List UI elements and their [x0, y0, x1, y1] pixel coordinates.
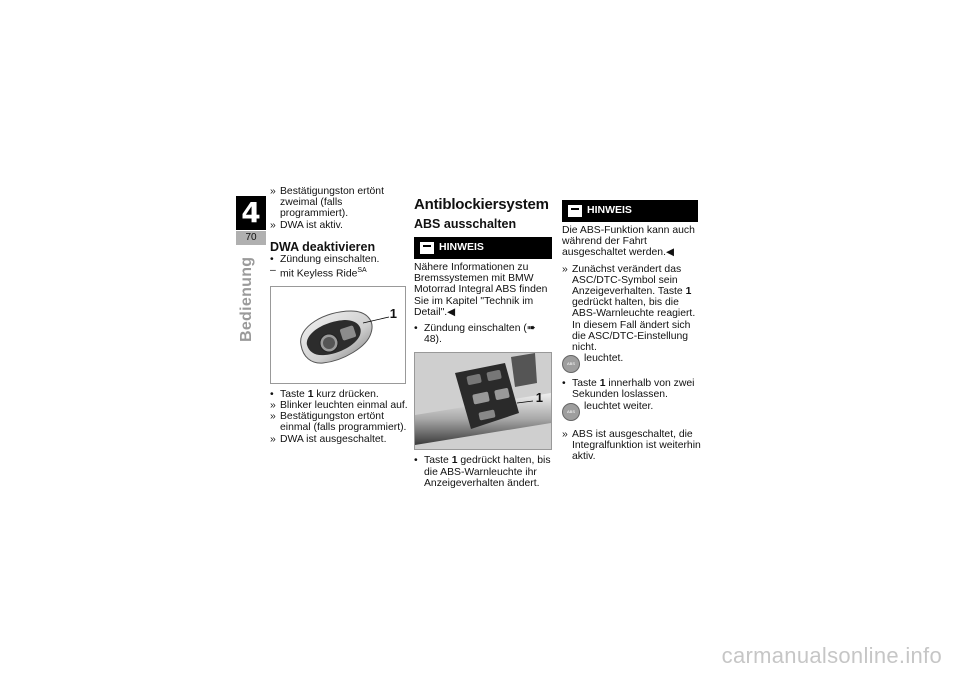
lamp-status-text: leuchtet.	[584, 353, 624, 365]
abs-lamp-text: ABS	[566, 361, 575, 367]
list-text: Bestätigungston ertönt zweimal (falls programmiert).	[280, 186, 384, 220]
lamp-status-text: leuchtet weiter.	[584, 400, 654, 412]
list-item	[270, 400, 410, 411]
step-prefix: Taste	[572, 378, 597, 390]
abs-warning-lamp-icon	[562, 403, 580, 421]
list-item	[270, 220, 410, 231]
list-text: ABS ist ausgeschaltet, die Integralfunktion ist weiterhin aktiv.	[572, 428, 701, 463]
list-text: Blinker leuchten einmal auf.	[280, 399, 408, 411]
list-marker: »	[270, 399, 276, 411]
handlebar-switch-image	[414, 352, 552, 450]
list-item	[414, 323, 554, 345]
column-2	[414, 196, 554, 489]
key-reference: 1	[451, 455, 458, 467]
list-marker: »	[270, 433, 276, 445]
note-text: Nähere Informationen zu Bremssystemen mit BMW Motorrad Integral ABS finden Sie im Kapitel "Technik im Detail".◀	[414, 262, 548, 318]
list-marker: •	[414, 455, 418, 467]
list-marker: •	[270, 388, 274, 400]
step-prefix: Taste	[424, 455, 449, 467]
handlebar-illustration	[415, 353, 551, 449]
chapter-number: 4	[236, 196, 266, 230]
list-marker: »	[270, 219, 276, 231]
list-item	[562, 378, 702, 400]
list-item	[562, 429, 702, 463]
keyless-remote-image	[270, 286, 406, 384]
list-marker: »	[270, 411, 276, 423]
note-text: Die ABS-Funktion kann auch während der Fahrt ausgeschaltet werden.◀	[562, 225, 695, 259]
section-heading: ABS ausschalten	[414, 217, 517, 231]
hinweis-banner	[414, 237, 552, 259]
section-title: Antiblockiersystem	[414, 196, 549, 213]
list-item	[270, 389, 410, 400]
image-callout: 1	[535, 390, 543, 406]
note-hand-icon	[420, 242, 434, 254]
list-text: mit Keyless Ride	[280, 268, 358, 280]
abs-warning-lamp-icon	[562, 355, 580, 373]
result-prefix: Zunächst verändert das ASC/DTC-Symbol sein Anzeigeverhalten. Taste	[572, 263, 683, 298]
step-suffix: innerhalb von zwei Sekunden loslassen.	[572, 378, 695, 401]
list-item	[414, 455, 554, 489]
step-prefix: Taste	[280, 388, 305, 400]
image-callout: 1	[389, 305, 397, 321]
list-marker: »	[270, 186, 276, 197]
list-text: DWA ist aktiv.	[280, 219, 343, 231]
step-suffix: kurz drücken.	[316, 388, 379, 400]
hinweis-label: HINWEIS	[587, 204, 632, 217]
list-item	[562, 264, 702, 354]
side-label-text: Bedienung	[238, 256, 255, 342]
list-marker: •	[562, 378, 566, 390]
column-1	[270, 186, 410, 445]
section-heading: DWA deaktivieren	[270, 239, 376, 254]
list-item	[270, 411, 410, 433]
column-3	[562, 200, 702, 462]
key-fob-illustration	[271, 287, 405, 383]
list-item	[270, 265, 410, 280]
list-marker: •	[270, 253, 274, 265]
hinweis-banner	[562, 200, 698, 222]
list-item	[270, 254, 410, 265]
watermark: carmanualsonline.info	[721, 643, 942, 668]
note-hand-icon	[568, 205, 582, 217]
list-text: DWA ist ausgeschaltet.	[280, 433, 387, 445]
key-reference: 1	[685, 286, 692, 298]
list-text: Zündung einschalten.	[280, 253, 380, 265]
list-text: Bestätigungston ertönt einmal (falls programmiert).	[280, 411, 407, 434]
list-item	[270, 434, 410, 445]
key-reference: 1	[307, 388, 314, 400]
list-text: Zündung einschalten (➠ 48).	[424, 323, 536, 346]
abs-lamp-text: ABS	[566, 408, 575, 414]
result-suffix: gedrückt halten, bis die ABS-Warnleuchte reagiert. In diesem Fall ändert sich die ASC/DTC-Einstellung nicht.	[572, 297, 696, 354]
list-marker: »	[562, 263, 568, 275]
key-reference: 1	[599, 378, 606, 390]
hinweis-label: HINWEIS	[439, 241, 484, 254]
list-marker: •	[414, 323, 418, 335]
lamp-indicator-line	[562, 401, 702, 421]
list-marker: –	[270, 265, 276, 277]
lamp-indicator-line	[562, 353, 702, 373]
page-number: 70	[236, 231, 266, 245]
option-superscript: SA	[357, 267, 367, 275]
step-suffix: gedrückt halten, bis die ABS-Warnleuchte ihr Anzeigeverhalten ändert.	[424, 455, 551, 489]
list-marker: »	[562, 428, 568, 440]
list-item	[270, 186, 410, 220]
